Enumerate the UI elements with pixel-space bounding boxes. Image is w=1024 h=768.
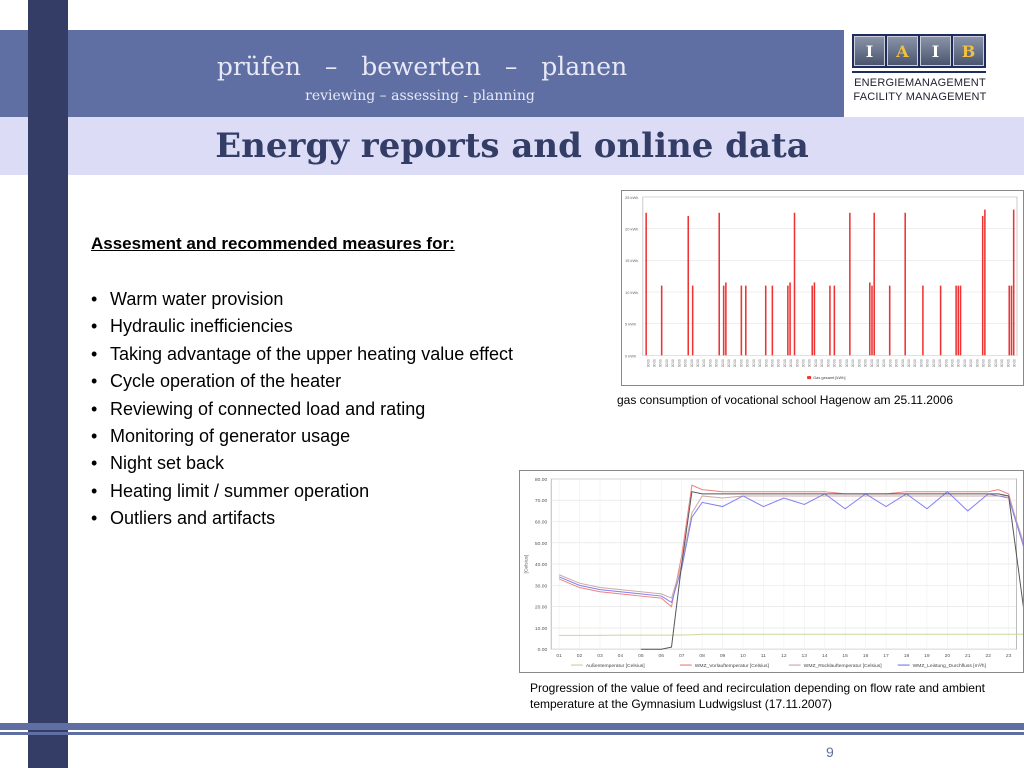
x-tick-label: 17 bbox=[883, 654, 889, 660]
x-tick-label: 05 bbox=[638, 654, 644, 660]
x-tick-mark: 00:00 bbox=[987, 359, 992, 368]
y-tick-label: 60.00 bbox=[534, 520, 548, 526]
legend-label: WMZ_Leistung_Durchfluss [m³/h] bbox=[912, 664, 986, 670]
x-tick-label: 07 bbox=[678, 654, 685, 660]
x-tick-mark: 00:00 bbox=[658, 359, 663, 368]
y-tick-label: 0.00 bbox=[537, 648, 548, 654]
iaib-logo bbox=[852, 34, 986, 68]
bar bbox=[1008, 286, 1010, 356]
x-tick-mark: 00:00 bbox=[745, 359, 750, 368]
x-tick-label: 09 bbox=[719, 654, 726, 660]
x-tick-label: 14 bbox=[821, 654, 828, 660]
x-tick-mark: 00:00 bbox=[800, 359, 805, 368]
bar bbox=[789, 282, 791, 355]
x-tick-mark: 00:00 bbox=[738, 359, 743, 368]
x-tick-mark: 00:00 bbox=[925, 359, 930, 368]
x-tick-label: 12 bbox=[781, 654, 787, 660]
list-item: • Cycle operation of the heater bbox=[91, 368, 513, 395]
logo-letter: I bbox=[920, 36, 951, 66]
x-tick-label: 11 bbox=[760, 654, 767, 660]
bar bbox=[904, 213, 906, 356]
bar bbox=[869, 282, 871, 355]
x-tick-mark: 00:00 bbox=[943, 359, 948, 368]
x-tick-label: 19 bbox=[924, 654, 930, 660]
bar bbox=[741, 286, 743, 356]
bar bbox=[829, 286, 831, 356]
x-tick-label: 15 bbox=[842, 654, 848, 660]
x-tick-mark: 00:00 bbox=[956, 359, 961, 368]
chart2-caption: Progression of the value of feed and recirculation depending on flow rate and ambient temperature at the Gymnasium Ludwigslust (17.11.2007) bbox=[530, 681, 985, 711]
list-item: • Outliers and artifacts bbox=[91, 505, 513, 532]
x-tick-mark: 00:00 bbox=[974, 359, 979, 368]
tagline-sub: reviewing – assessing - planning bbox=[305, 88, 535, 104]
x-tick-label: 04 bbox=[617, 654, 624, 660]
x-tick-mark: 00:00 bbox=[912, 359, 917, 368]
footer-rule-thin bbox=[0, 732, 1024, 735]
logo-divider bbox=[852, 71, 986, 73]
x-tick-mark: 00:00 bbox=[962, 359, 967, 368]
x-tick-mark: 00:00 bbox=[819, 359, 824, 368]
x-tick-mark: 00:00 bbox=[993, 359, 998, 368]
bar bbox=[745, 286, 747, 356]
y-tick-label: 10.00 bbox=[534, 626, 548, 632]
x-tick-mark: 00:00 bbox=[732, 359, 737, 368]
x-tick-label: 21 bbox=[965, 654, 971, 660]
bar bbox=[889, 286, 891, 356]
bar bbox=[834, 286, 836, 356]
x-tick-mark: 00:00 bbox=[838, 359, 843, 368]
bar bbox=[982, 216, 984, 355]
legend-label: Außentemperatur [Celsius] bbox=[585, 664, 645, 670]
y-tick-label: 20.00 bbox=[534, 605, 548, 611]
x-tick-label: 01 bbox=[556, 654, 562, 660]
x-tick-mark: 00:00 bbox=[850, 359, 855, 368]
y-tick-label: 15 kWh bbox=[625, 258, 639, 264]
x-tick-mark: 00:00 bbox=[751, 359, 756, 368]
bar bbox=[687, 216, 689, 355]
x-tick-mark: 00:00 bbox=[887, 359, 892, 368]
x-tick-mark: 00:00 bbox=[869, 359, 874, 368]
y-tick-label: 70.00 bbox=[534, 499, 548, 505]
temperature-line-chart bbox=[519, 470, 1024, 673]
bar bbox=[849, 213, 851, 356]
x-tick-mark: 00:00 bbox=[714, 359, 719, 368]
x-tick-label: 03 bbox=[597, 654, 603, 660]
x-tick-mark: 00:00 bbox=[782, 359, 787, 368]
x-tick-mark: 00:00 bbox=[968, 359, 973, 368]
x-tick-label: 13 bbox=[801, 654, 808, 660]
x-tick-mark: 00:00 bbox=[931, 359, 936, 368]
x-tick-label: 10 bbox=[740, 654, 746, 660]
x-tick-mark: 00:00 bbox=[794, 359, 799, 368]
x-tick-label: 16 bbox=[862, 654, 869, 660]
legend-swatch bbox=[807, 376, 811, 379]
logo-line-energy: ENERGIEMANAGEMENT bbox=[854, 77, 986, 89]
x-tick-mark: 00:00 bbox=[645, 359, 650, 368]
x-tick-mark: 00:00 bbox=[875, 359, 880, 368]
list-item: • Night set back bbox=[91, 450, 513, 477]
logo-line-facility: FACILITY MANAGEMENT bbox=[853, 91, 987, 103]
x-tick-mark: 00:00 bbox=[726, 359, 731, 368]
y-tick-label: 10 kWh bbox=[625, 289, 639, 295]
bar bbox=[958, 286, 960, 356]
x-tick-mark: 00:00 bbox=[844, 359, 849, 368]
x-tick-mark: 00:00 bbox=[894, 359, 899, 368]
y-tick-label: 25 kWh bbox=[625, 194, 639, 200]
x-tick-mark: 00:00 bbox=[664, 359, 669, 368]
x-tick-mark: 00:00 bbox=[1012, 359, 1017, 368]
y-tick-label: 0 kWh bbox=[625, 353, 637, 359]
x-tick-label: 08 bbox=[699, 654, 705, 660]
left-accent-bar bbox=[28, 0, 68, 768]
x-tick-mark: 00:00 bbox=[652, 359, 657, 368]
legend-label: WMZ_Vorlauftemperatur [Celsius] bbox=[694, 664, 769, 670]
list-item: • Warm water provision bbox=[91, 286, 513, 313]
bar bbox=[1011, 286, 1013, 356]
list-item: • Taking advantage of the upper heating value effect bbox=[91, 341, 513, 368]
logo-letter: I bbox=[854, 36, 885, 66]
x-tick-label: 02 bbox=[576, 654, 583, 660]
y-tick-label: 5 kWh bbox=[625, 321, 637, 327]
bar bbox=[1013, 210, 1015, 356]
bar bbox=[692, 286, 694, 356]
x-tick-mark: 00:00 bbox=[813, 359, 818, 368]
x-tick-mark: 00:00 bbox=[825, 359, 830, 368]
y-axis-label: [Celsius] bbox=[524, 554, 530, 574]
x-tick-mark: 00:00 bbox=[906, 359, 911, 368]
x-tick-label: 18 bbox=[903, 654, 910, 660]
x-tick-mark: 00:00 bbox=[807, 359, 812, 368]
x-tick-mark: 00:00 bbox=[769, 359, 774, 368]
bar bbox=[718, 213, 720, 356]
x-tick-label: 22 bbox=[985, 654, 991, 660]
list-item: • Hydraulic inefficiencies bbox=[91, 313, 513, 340]
bar bbox=[940, 286, 942, 356]
x-tick-mark: 00:00 bbox=[763, 359, 768, 368]
gas-consumption-chart bbox=[621, 190, 1024, 386]
section-heading: Assesment and recommended measures for: bbox=[91, 234, 455, 253]
bar bbox=[811, 286, 813, 356]
x-tick-mark: 00:00 bbox=[863, 359, 868, 368]
bar bbox=[814, 282, 816, 355]
bar bbox=[772, 286, 774, 356]
page-number: 9 bbox=[826, 744, 834, 760]
bar bbox=[787, 286, 789, 356]
legend-label: WMZ_Rücklauftemperatur [Celsius] bbox=[803, 664, 882, 670]
x-tick-mark: 00:00 bbox=[720, 359, 725, 368]
list-item: • Monitoring of generator usage bbox=[91, 423, 513, 450]
bar bbox=[955, 286, 957, 356]
y-tick-label: 20 kWh bbox=[625, 226, 639, 232]
x-tick-mark: 00:00 bbox=[832, 359, 837, 368]
bar bbox=[960, 286, 962, 356]
list-item: • Reviewing of connected load and rating bbox=[91, 396, 513, 423]
bar bbox=[661, 286, 663, 356]
x-tick-mark: 00:00 bbox=[776, 359, 781, 368]
x-tick-mark: 00:00 bbox=[856, 359, 861, 368]
x-tick-mark: 00:00 bbox=[999, 359, 1004, 368]
x-tick-mark: 00:00 bbox=[918, 359, 923, 368]
y-tick-label: 30.00 bbox=[534, 584, 548, 590]
bar bbox=[765, 286, 767, 356]
x-tick-mark: 00:00 bbox=[689, 359, 694, 368]
x-tick-mark: 00:00 bbox=[757, 359, 762, 368]
bar bbox=[723, 286, 725, 356]
y-tick-label: 80.00 bbox=[534, 477, 548, 483]
bar bbox=[871, 286, 873, 356]
tagline-main: prüfen – bewerten – planen bbox=[216, 52, 628, 81]
y-tick-label: 50.00 bbox=[534, 541, 548, 547]
legend-label: Gas gesamt [kWh] bbox=[813, 375, 846, 381]
bar bbox=[984, 210, 986, 356]
bar bbox=[725, 282, 727, 355]
chart1-caption: gas consumption of vocational school Hagenow am 25.11.2006 bbox=[617, 393, 953, 407]
x-tick-mark: 00:00 bbox=[949, 359, 954, 368]
x-tick-mark: 00:00 bbox=[937, 359, 942, 368]
x-tick-label: 20 bbox=[944, 654, 951, 660]
x-tick-label: 06 bbox=[658, 654, 665, 660]
x-tick-mark: 00:00 bbox=[881, 359, 886, 368]
page-title: Energy reports and online data bbox=[215, 126, 809, 166]
x-tick-mark: 00:00 bbox=[695, 359, 700, 368]
x-tick-mark: 00:00 bbox=[900, 359, 905, 368]
x-tick-label: 23 bbox=[1005, 654, 1012, 660]
list-item: • Heating limit / summer operation bbox=[91, 478, 513, 505]
x-tick-mark: 00:00 bbox=[676, 359, 681, 368]
footer-rule bbox=[0, 723, 1024, 730]
x-tick-mark: 00:00 bbox=[683, 359, 688, 368]
bar bbox=[922, 286, 924, 356]
measures-list bbox=[91, 286, 513, 533]
y-tick-label: 40.00 bbox=[534, 563, 548, 569]
bar bbox=[794, 213, 796, 356]
x-tick-mark: 00:00 bbox=[788, 359, 793, 368]
x-tick-mark: 00:00 bbox=[670, 359, 675, 368]
x-tick-mark: 00:00 bbox=[1005, 359, 1010, 368]
x-tick-mark: 00:00 bbox=[707, 359, 712, 368]
bar bbox=[645, 213, 647, 356]
logo-letter: B bbox=[953, 36, 984, 66]
logo-letter: A bbox=[887, 36, 918, 66]
bar bbox=[873, 213, 875, 356]
x-tick-mark: 00:00 bbox=[980, 359, 985, 368]
x-tick-mark: 00:00 bbox=[701, 359, 706, 368]
